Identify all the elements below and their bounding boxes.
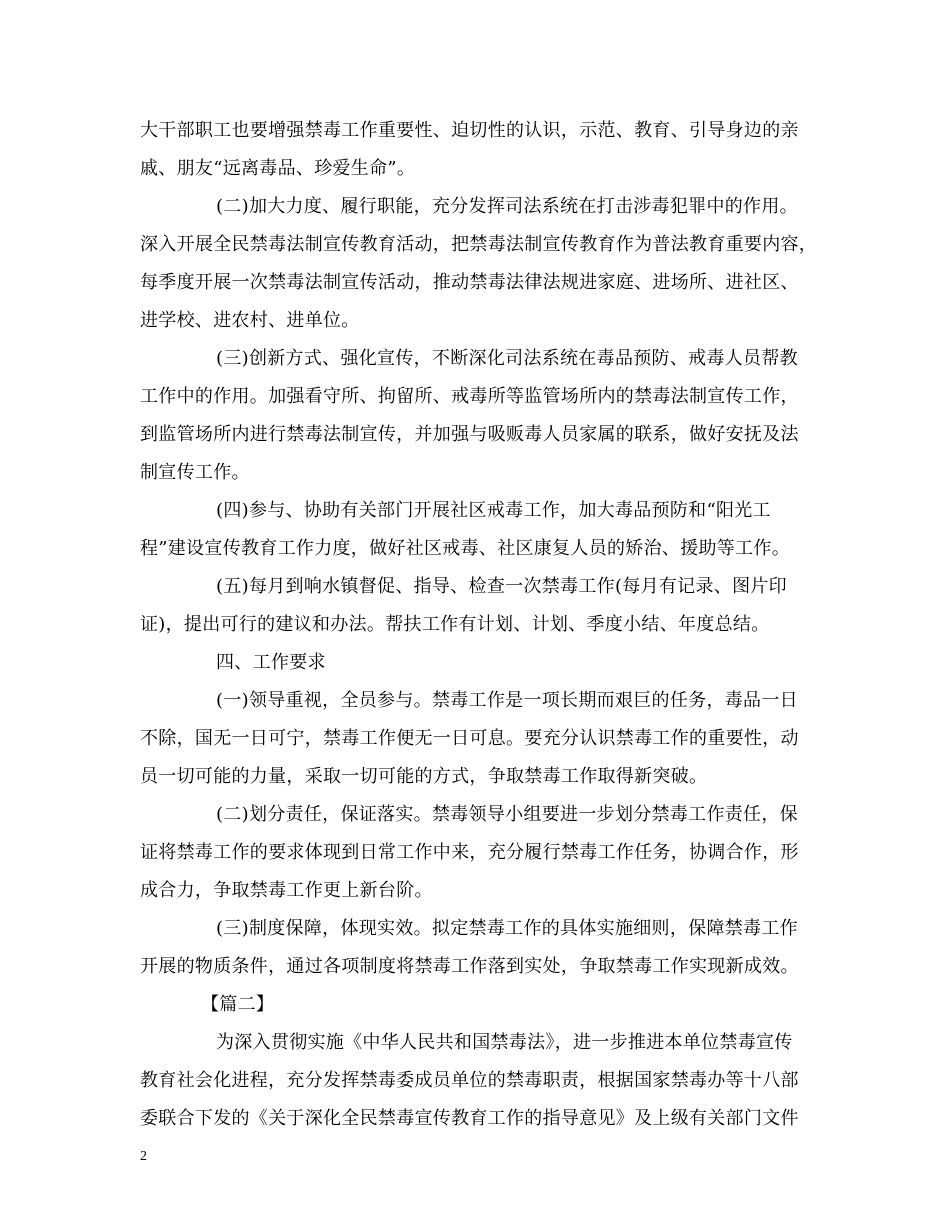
text-line: 大干部职工也要增强禁毒工作重要性、迫切性的认识，示范、教育、引导身边的亲 — [140, 120, 799, 141]
text-line: 成合力，争取禁毒工作更上新台阶。 — [140, 880, 433, 901]
text-line: 进学校、进农村、进单位。 — [140, 310, 360, 331]
text-line: (三)创新方式、强化宣传，不断深化司法系统在毒品预防、戒毒人员帮教 — [216, 348, 798, 369]
text-line: 开展的物质条件，通过各项制度将禁毒工作落到实处，争取禁毒工作实现新成效。 — [140, 956, 799, 977]
text-line: 程”建设宣传教育工作力度，做好社区戒毒、社区康复人员的矫治、援助等工作。 — [140, 538, 790, 559]
text-line: (五)每月到响水镇督促、指导、检查一次禁毒工作(每月有记录、图片印 — [216, 576, 787, 597]
text-line: 戚、朋友“远离毒品、珍爱生命”。 — [140, 158, 416, 179]
text-line: 工作中的作用。加强看守所、拘留所、戒毒所等监管场所内的禁毒法制宣传工作， — [140, 386, 799, 407]
text-line: (二)划分责任，保证落实。禁毒领导小组要进一步划分禁毒工作责任，保 — [216, 804, 798, 825]
text-line: (一)领导重视，全员参与。禁毒工作是一项长期而艰巨的任务，毒品一日 — [216, 690, 798, 711]
text-line: 到监管场所内进行禁毒法制宣传，并加强与吸贩毒人员家属的联系，做好安抚及法 — [140, 424, 799, 445]
section-heading: 【篇二】 — [201, 994, 275, 1015]
text-line: (三)制度保障，体现实效。拟定禁毒工作的具体实施细则，保障禁毒工作 — [216, 918, 798, 939]
page-number: 2 — [140, 1149, 147, 1164]
text-line: 不除，国无一日可宁，禁毒工作便无一日可息。要充分认识禁毒工作的重要性，动 — [140, 728, 799, 749]
text-line: 深入开展全民禁毒法制宣传教育活动，把禁毒法制宣传教育作为普法教育重要内容， — [140, 234, 818, 255]
text-line: 制宣传工作。 — [140, 462, 250, 483]
text-line: 证)，提出可行的建议和办法。帮扶工作有计划、计划、季度小结、年度总结。 — [140, 614, 770, 635]
text-line: 为深入贯彻实施《中华人民共和国禁毒法》，进一步推进本单位禁毒宣传 — [216, 1032, 793, 1053]
text-line: 委联合下发的《关于深化全民禁毒宣传教育工作的指导意见》及上级有关部门文件 — [140, 1108, 799, 1129]
text-line: (四)参与、协助有关部门开展社区戒毒工作，加大毒品预防和“阳光工 — [216, 500, 771, 521]
text-line: 每季度开展一次禁毒法制宣传活动，推动禁毒法律法规进家庭、进场所、进社区、 — [140, 272, 799, 293]
section-heading: 四、工作要求 — [216, 652, 326, 673]
text-line: 证将禁毒工作的要求体现到日常工作中来，充分履行禁毒工作任务，协调合作，形 — [140, 842, 799, 863]
text-line: 员一切可能的力量，采取一切可能的方式，争取禁毒工作取得新突破。 — [140, 766, 708, 787]
text-line: (二)加大力度、履行职能，充分发挥司法系统在打击涉毒犯罪中的作用。 — [216, 196, 798, 217]
text-line: 教育社会化进程，充分发挥禁毒委成员单位的禁毒职责，根据国家禁毒办等十八部 — [140, 1070, 799, 1091]
